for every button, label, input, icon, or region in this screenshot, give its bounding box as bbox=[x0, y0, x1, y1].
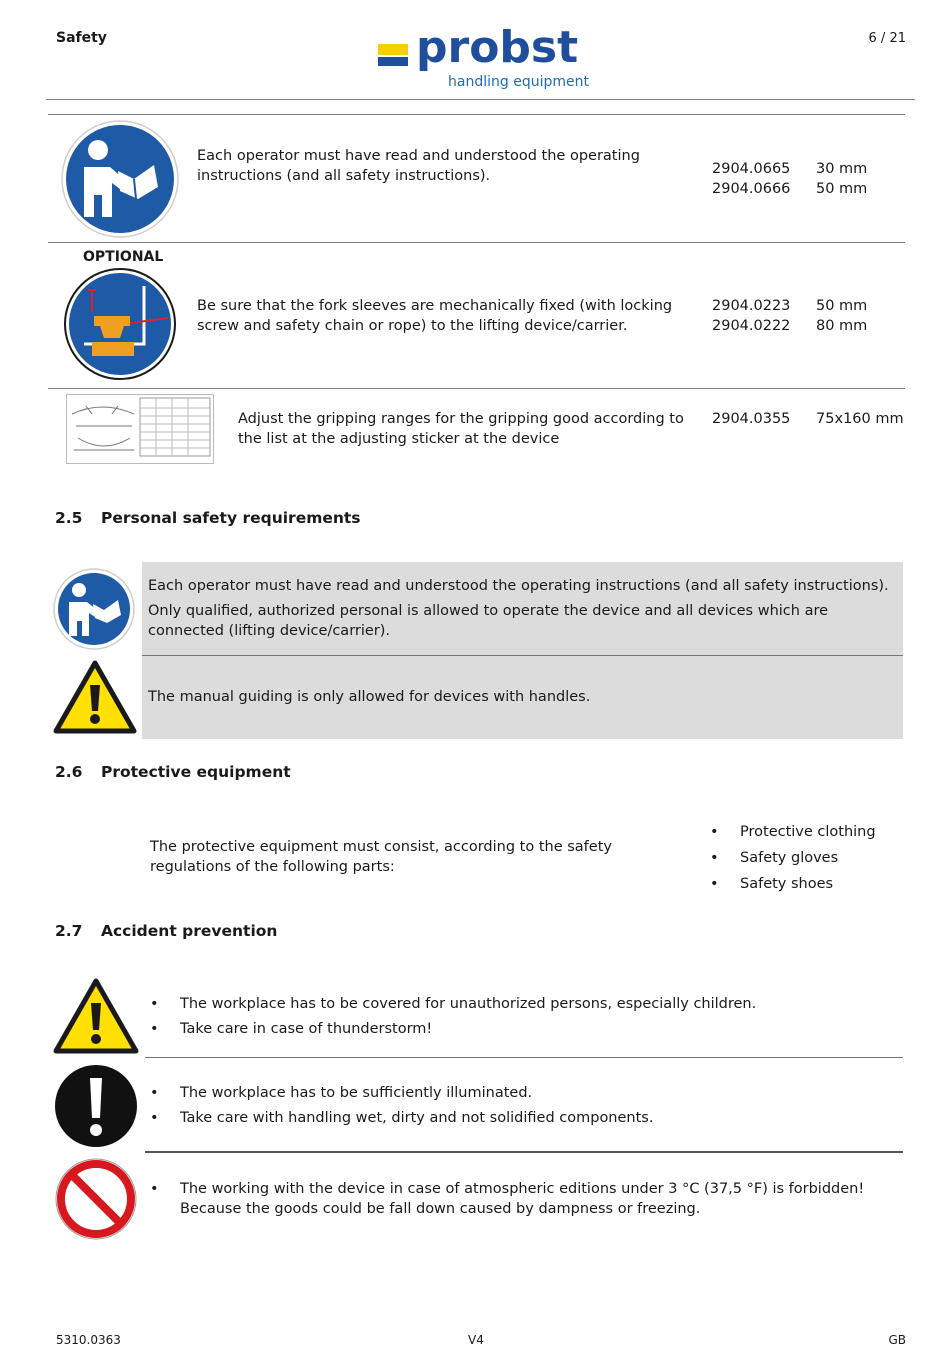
section-title: Accident prevention bbox=[101, 922, 278, 940]
row1-code-2: 2904.0666 bbox=[712, 181, 791, 197]
fork-sleeve-sign-icon bbox=[64, 268, 176, 380]
section-title: Protective equipment bbox=[101, 763, 291, 781]
version: V4 bbox=[468, 1333, 484, 1347]
requirement-line-1: Each operator must have read and understood the operating instructions (and all safety instructions). bbox=[148, 578, 889, 594]
header-divider bbox=[46, 99, 915, 100]
row1-text: Each operator must have read and understood the operating instructions (and all safety instructions). bbox=[197, 148, 640, 184]
protective-equipment-text: The protective equipment must consist, according to the safety regulations of the following parts: bbox=[150, 839, 612, 875]
row2-code-2: 2904.0222 bbox=[712, 318, 791, 334]
page-number: 6 / 21 bbox=[868, 31, 906, 46]
row1-size-1: 30 mm bbox=[816, 161, 868, 177]
general-mandatory-icon bbox=[54, 1064, 138, 1148]
language-code: GB bbox=[888, 1333, 906, 1347]
logo-word: probst bbox=[416, 22, 579, 73]
row3-text: Adjust the gripping ranges for the gripping good according to the list at the adjusting sticker at the device bbox=[238, 411, 684, 447]
row1-size-2: 50 mm bbox=[816, 181, 868, 197]
group-divider bbox=[145, 1151, 903, 1153]
section-title: Personal safety requirements bbox=[101, 509, 361, 527]
section-number: 2.6 bbox=[55, 763, 83, 781]
read-manual-icon bbox=[53, 568, 135, 650]
logo-tagline: handling equipment bbox=[448, 74, 589, 90]
row1-code-1: 2904.0665 bbox=[712, 161, 791, 177]
requirement-line-2: Only qualified, authorized personal is allowed to operate the device and all devices which are connected (lifting device/carrier). bbox=[148, 603, 829, 639]
table-top-line bbox=[48, 114, 905, 115]
optional-label: OPTIONAL bbox=[83, 249, 164, 265]
list-item-continuation: Because the goods could be fall down caused by dampness or freezing. bbox=[180, 1201, 701, 1217]
read-manual-icon bbox=[60, 119, 180, 239]
section-number: 2.7 bbox=[55, 922, 83, 940]
adjusting-sticker-image bbox=[66, 394, 214, 464]
warning-triangle-icon bbox=[53, 660, 137, 734]
prohibition-icon bbox=[54, 1157, 138, 1241]
probst-logo bbox=[378, 22, 593, 94]
row2-code-1: 2904.0223 bbox=[712, 298, 791, 314]
table-row-divider bbox=[48, 388, 905, 389]
section-header: Safety bbox=[56, 30, 107, 46]
group-divider bbox=[145, 1057, 903, 1058]
document-number: 5310.0363 bbox=[56, 1333, 121, 1347]
row2-size-2: 80 mm bbox=[816, 318, 868, 334]
warning-triangle-icon bbox=[53, 978, 139, 1054]
row2-text: Be sure that the fork sleeves are mechanically fixed (with locking screw and safety chain or rope) to the lifting device/carrier. bbox=[197, 298, 673, 334]
section-number: 2.5 bbox=[55, 509, 83, 527]
manual-guiding-text: The manual guiding is only allowed for devices with handles. bbox=[148, 689, 591, 705]
table-row-divider bbox=[48, 242, 905, 243]
row2-size-1: 50 mm bbox=[816, 298, 868, 314]
row3-code-1: 2904.0355 bbox=[712, 411, 791, 427]
row3-size-1: 75x160 mm bbox=[816, 411, 904, 427]
box-divider bbox=[142, 655, 903, 656]
